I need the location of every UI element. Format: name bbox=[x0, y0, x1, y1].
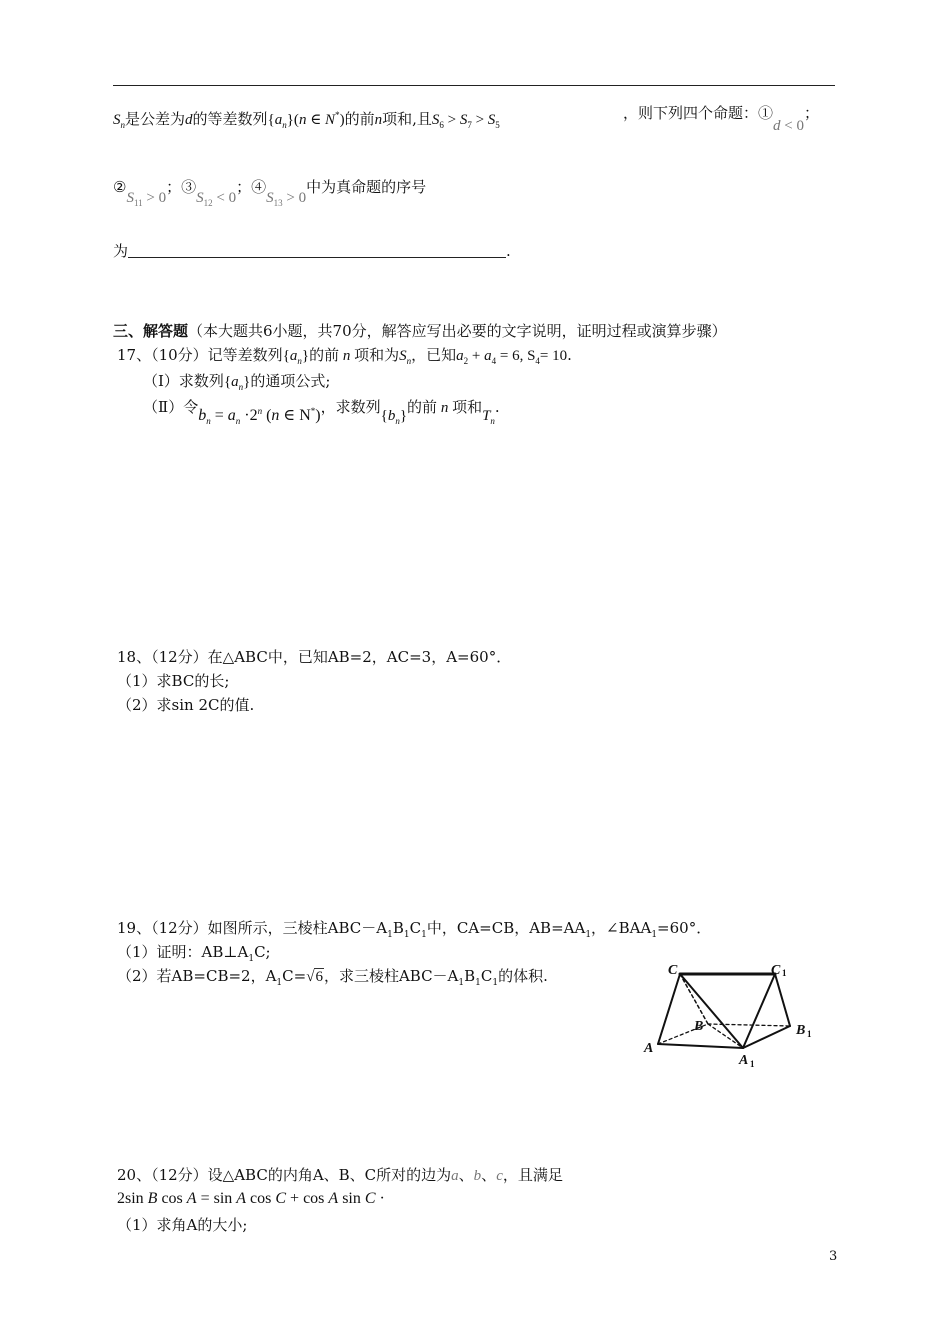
q19-text: （2）若AB=CB=2，A bbox=[117, 967, 277, 985]
label-a1-sub: 1 bbox=[750, 1059, 755, 1069]
q19-text: C bbox=[480, 967, 493, 985]
q19-text: 中，CA=CB，AB=AA bbox=[426, 919, 586, 937]
q17-math: = 10 bbox=[539, 348, 568, 364]
q18-line3: （2）求sin 2C的值. bbox=[117, 696, 255, 714]
sqrt-radicand: 6 bbox=[315, 969, 323, 985]
q16-text: . bbox=[506, 242, 511, 260]
page-number: 3 bbox=[829, 1249, 838, 1264]
prism-figure bbox=[640, 960, 830, 1070]
q17-text: 17、（10分）记等差数列 bbox=[117, 346, 283, 364]
label-a1: A bbox=[739, 1053, 749, 1068]
q17-text: 的通项公式; bbox=[250, 372, 331, 390]
q20-line3: （1）求角A的大小; bbox=[117, 1216, 248, 1234]
q16-text: 为 bbox=[113, 242, 129, 260]
label-c: C bbox=[668, 963, 678, 978]
q20-text: 、 bbox=[458, 1166, 474, 1184]
q16-text: 是公差为 bbox=[125, 110, 186, 128]
label-c1: C bbox=[771, 963, 781, 978]
q19-text: B bbox=[392, 919, 404, 937]
q17-text: 项和 bbox=[452, 398, 483, 416]
q16-prop-mark: ④ bbox=[251, 178, 267, 196]
q16-text: 的前 bbox=[344, 110, 375, 128]
edge-c1a1 bbox=[743, 974, 775, 1048]
section3-heading bbox=[113, 320, 727, 341]
q19-text: 19、（12分）如图所示，三棱柱ABC－A bbox=[117, 919, 388, 937]
q16-text: ； bbox=[803, 104, 819, 122]
label-b1-sub: 1 bbox=[807, 1029, 812, 1039]
header-rule bbox=[113, 85, 835, 86]
q17-text: . bbox=[567, 346, 572, 364]
q16-text: ，则下列四个命题：① bbox=[623, 104, 774, 122]
edge-cb bbox=[680, 974, 708, 1024]
q16-prop-mark: ③ bbox=[181, 178, 197, 196]
q17-part2: （Ⅱ）令$b_n = a_n \cdot 2^n$ (n ∈ N*)，求数列$\{b_n\}$的前 n 项和$T_n$. bbox=[143, 398, 500, 426]
q18-line1: 18、（12分）在△ABC中，已知AB=2，AC=3，A=60°． bbox=[117, 648, 512, 666]
q16-text: 中为真命题的序号 bbox=[306, 178, 427, 196]
label-a: A bbox=[644, 1041, 654, 1056]
edge-aa1 bbox=[658, 1044, 743, 1048]
q19-text: ，∠BAA bbox=[591, 919, 652, 937]
q19-text: （1）证明：AB⊥A bbox=[117, 943, 249, 961]
q16-line3 bbox=[113, 240, 511, 261]
q16-line2: $②S_{11} > 0$；$③S_{12} < 0$；$④S_{13} > 0$中为真命题的序号 bbox=[113, 178, 427, 208]
q17-text: ，求数列 bbox=[320, 398, 381, 416]
q19-line1: 19、（12分）如图所示，三棱柱$ABC-A_1B_1C_1$中，CA=CB，$AB=AA_1$，$\angle BAA_1=60^\circ$． bbox=[117, 919, 712, 940]
q20-text: 20、（12分）设△ABC的内角A、B、C所对的边为 bbox=[117, 1166, 452, 1184]
q17-text: 的前 bbox=[407, 398, 438, 416]
q19-text: ，求三棱柱ABC－A bbox=[323, 967, 459, 985]
q19-line3: （2）若AB=CB=2，$A_1C=√6$，求三棱柱$ABC-A_1B_1C_1$的体积. bbox=[117, 967, 548, 988]
q19-text: 的体积. bbox=[498, 967, 548, 985]
q19-text: C; bbox=[254, 943, 271, 961]
q17-text: （Ⅱ）令 bbox=[143, 398, 199, 416]
label-b1: B bbox=[796, 1023, 806, 1038]
q17-part1: （Ⅰ）求数列$\{a_n\}$的通项公式; bbox=[143, 372, 331, 392]
q20-text: 、 bbox=[481, 1166, 497, 1184]
edge-bb1 bbox=[708, 1024, 790, 1026]
edge-ca1 bbox=[680, 974, 743, 1048]
label-b: B bbox=[694, 1019, 704, 1034]
q17-text: . bbox=[494, 398, 500, 416]
answer-blank bbox=[128, 243, 506, 258]
q17-text: 的前 bbox=[309, 346, 340, 364]
q19-text: B bbox=[464, 967, 476, 985]
q16-text: 的等差数列 bbox=[192, 110, 268, 128]
q16-text: ； bbox=[236, 178, 252, 196]
label-c1-sub: 1 bbox=[782, 968, 787, 978]
q20-equation: 2sin B cos A = sin A cos C + cos A sin C · bbox=[117, 1190, 385, 1207]
q16-line1-right: ，则下列四个命题：①d < 0； bbox=[623, 104, 819, 134]
q16-text: 项和,且 bbox=[382, 110, 432, 128]
q17-text: （Ⅰ）求数列 bbox=[143, 372, 224, 390]
q19-line2: （1）证明：$AB\perp A_1C$; bbox=[117, 943, 271, 964]
q19-text: =60°． bbox=[657, 919, 712, 937]
q17-text: 项和为 bbox=[354, 346, 400, 364]
q17-text: ，已知 bbox=[411, 346, 457, 364]
section-title: 三、解答题 bbox=[113, 322, 189, 340]
edge-ca bbox=[658, 974, 680, 1044]
section-note: （本大题共6小题，共70分，解答应写出必要的文字说明，证明过程或演算步骤） bbox=[188, 322, 727, 340]
q20-line1: 20、（12分）设△ABC的内角A、B、C所对的边为a、b、c，且满足 bbox=[117, 1166, 563, 1184]
q18-line2: （1）求BC的长; bbox=[117, 672, 230, 690]
q19-text: C bbox=[409, 919, 422, 937]
q16-line1: $S_n$是公差为d的等差数列$\{a_n\}(n$ ∈ N*)的前n项和,且$S_6 > S_7 > S_5$ bbox=[113, 110, 500, 130]
q16-text: ； bbox=[166, 178, 182, 196]
q17-stem: 17、（10分）记等差数列$\{a_n\}$的前 n 项和为$S_n$，已知$a_2 + a_4 = 6$, $S_4= 10$. bbox=[117, 346, 572, 366]
q19-text: C= bbox=[282, 967, 307, 985]
edge-c1b1 bbox=[775, 974, 790, 1026]
q17-math: = 6, S bbox=[499, 348, 536, 364]
q16-prop-mark: ② bbox=[113, 178, 127, 196]
q20-text: ，且满足 bbox=[502, 1166, 563, 1184]
